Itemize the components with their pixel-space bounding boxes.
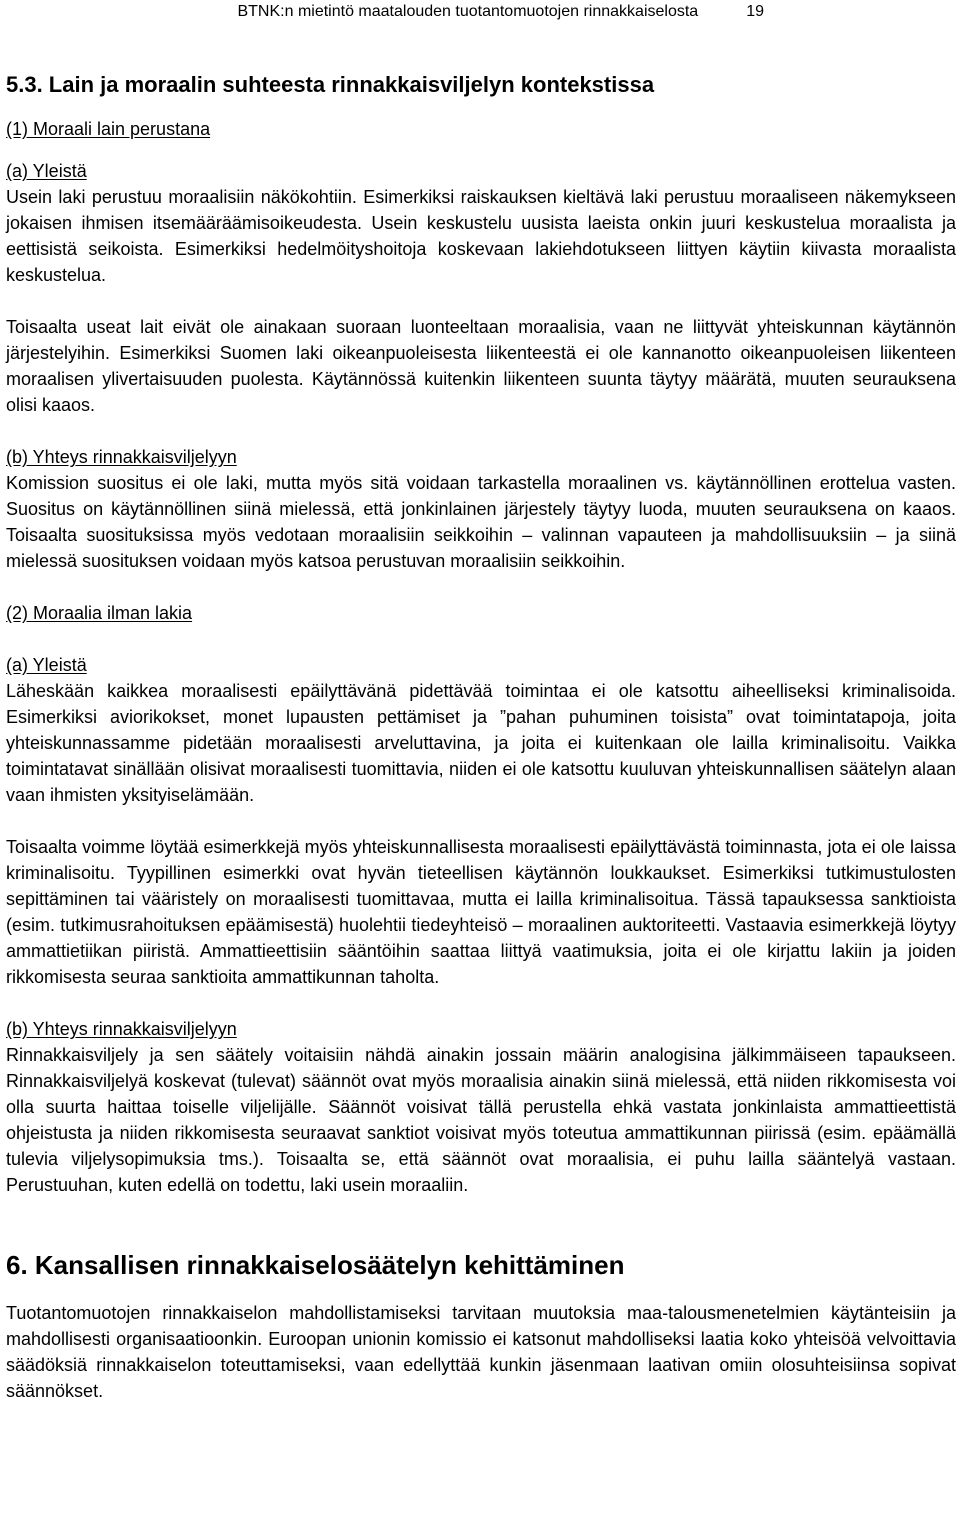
part2-title: (2) Moraalia ilman lakia bbox=[6, 603, 193, 623]
part1b-title: (b) Yhteys rinnakkaisviljelyyn bbox=[6, 447, 237, 467]
paragraph: Usein laki perustuu moraalisiin näkökohtiin. Esimerkiksi raiskauksen kieltävä laki perustuu moraaliseen näkemykseen jokaisen ihmisen itsemääräämisoikeudesta. Usein keskustelu uusista laeista onkin juuri keskustelua moraalista ja eettisistä seikoista. Esimerkiksi hedelmöityshoitoja koskevaan lakiehdotukseen liittyen käytiin kiivasta moraalista keskustelua. bbox=[6, 187, 956, 285]
paragraph: Läheskään kaikkea moraalisesti epäilyttävänä pidettävää toimintaa ei ole katsottu aiheelliseksi kriminalisoida. Esimerkiksi aviorikokset, monet lupausten pettämiset ja ”pahan puhuminen toisista” ovat toimintatapoja, joita yhteiskunnassamme pidetään moraalisesti arveluttavina, ja joita ei kuitenkaan ole lailla kriminalisoitu. Vaikka toimintatavat sinällään olisivat moraalisesti tuomittavia, niiden ei ole katsottu kuuluvan yhteiskunnallisen säätelyn alaan vaan ihmisten yksityiselämään. bbox=[6, 681, 956, 805]
part2b-title: (b) Yhteys rinnakkaisviljelyyn bbox=[6, 1019, 237, 1039]
page-number: 19 bbox=[746, 3, 764, 20]
part1a-title: (a) Yleistä bbox=[6, 161, 87, 181]
chapter-title: 6. Kansallisen rinnakkaiselosäätelyn kehittäminen bbox=[6, 1250, 625, 1280]
paragraph: Toisaalta voimme löytää esimerkkejä myös yhteiskunnallisesta moraalisesti epäilyttävästä toiminnasta, jota ei ole laissa kriminalisoitu. Tyypillinen esimerkki ovat hyvän tieteellisen käytännön loukkaukset. Esimerkiksi tutkimustulosten sepittäminen tai vääristely on moraalisesti tuomittavaa, mutta ei lailla kriminalisoitua. Tässä tapauksessa sanktioista (esim. tutkimusrahoituksen epäämisestä) huolehtii tiedeyhteisö – moraalinen auktoriteetti. Vastaavia esimerkkejä löytyy ammattietiikan piiristä. Ammattieettisiin sääntöihin saattaa liittyä vaatimuksia, joita ei ole kirjattu lakiin ja joiden rikkomisesta seuraa sanktioita ammattikunnan taholta. bbox=[6, 837, 956, 987]
part1-title: (1) Moraali lain perustana bbox=[6, 119, 211, 139]
running-header bbox=[237, 0, 764, 24]
document-body bbox=[6, 70, 956, 1404]
paragraph: Tuotantomuotojen rinnakkaiselon mahdollistamiseksi tarvitaan muutoksia maa-talousmenetelmien käytänteisiin ja mahdollisesti organisaatioonkin. Euroopan unionin komissio ei katsonut mahdolliseksi laatia koko yhteisöä velvoittavia säädöksiä rinnakkaiselon toteuttamiseksi, vaan edellyttää kunkin jäsenmaan laativan omiin olosuhteisiinsa sopivat säännökset. bbox=[6, 1303, 956, 1401]
part2a-title: (a) Yleistä bbox=[6, 655, 87, 675]
running-title: BTNK:n mietintö maatalouden tuotantomuotojen rinnakkaiselosta bbox=[237, 3, 699, 20]
paragraph: Komission suositus ei ole laki, mutta myös sitä voidaan tarkastella moraalinen vs. käytännöllinen erottelua vasten. Suositus on käytännöllinen siinä mielessä, että jonkinlainen järjestely täytyy luoda, muuten seurauksena on kaaos. Toisaalta suosituksissa myös vedotaan moraalisiin seikkoihin – valinnan vapauteen ja mahdollisuuksiin – ja siinä mielessä suosituksen voidaan myös katsoa perustuvan moraalisiin seikkoihin. bbox=[6, 473, 956, 571]
section-title: 5.3. Lain ja moraalin suhteesta rinnakkaisviljelyn kontekstissa bbox=[6, 72, 655, 97]
paragraph: Rinnakkaisviljely ja sen säätely voitaisiin nähdä ainakin jossain määrin analogisina jälkimmäiseen tapaukseen. Rinnakkaisviljelyä koskevat (tulevat) säännöt ovat myös moraalisia ainakin siinä mielessä, että niiden rikkomisesta voi olla suurta haittaa toiselle viljelijälle. Säännöt voisivat tällä perustella ehkä vastata jonkinlaista ammattieettistä ohjeistusta ja niiden rikkomisesta seuraavat sanktiot voisivat myös toteutua ammattikunnan piirissä (esim. epäämällä tulevia viljelysopimuksia tms.). Toisaalta se, että säännöt ovat moraalisia, ei puhu lailla sääntelyä vastaan. Perustuuhan, kuten edellä on todettu, laki usein moraaliin. bbox=[6, 1045, 956, 1195]
paragraph: Toisaalta useat lait eivät ole ainakaan suoraan luonteeltaan moraalisia, vaan ne liittyvät yhteiskunnan käytännön järjestelyihin. Esimerkiksi Suomen laki oikeanpuoleisesta liikenteestä ei ole kannanotto oikeanpuoleisen liikenteen moraalisen ylivertaisuuden puolesta. Käytännössä kuitenkin liikenteen suunta täytyy määrätä, muuten seurauksena olisi kaaos. bbox=[6, 317, 956, 415]
